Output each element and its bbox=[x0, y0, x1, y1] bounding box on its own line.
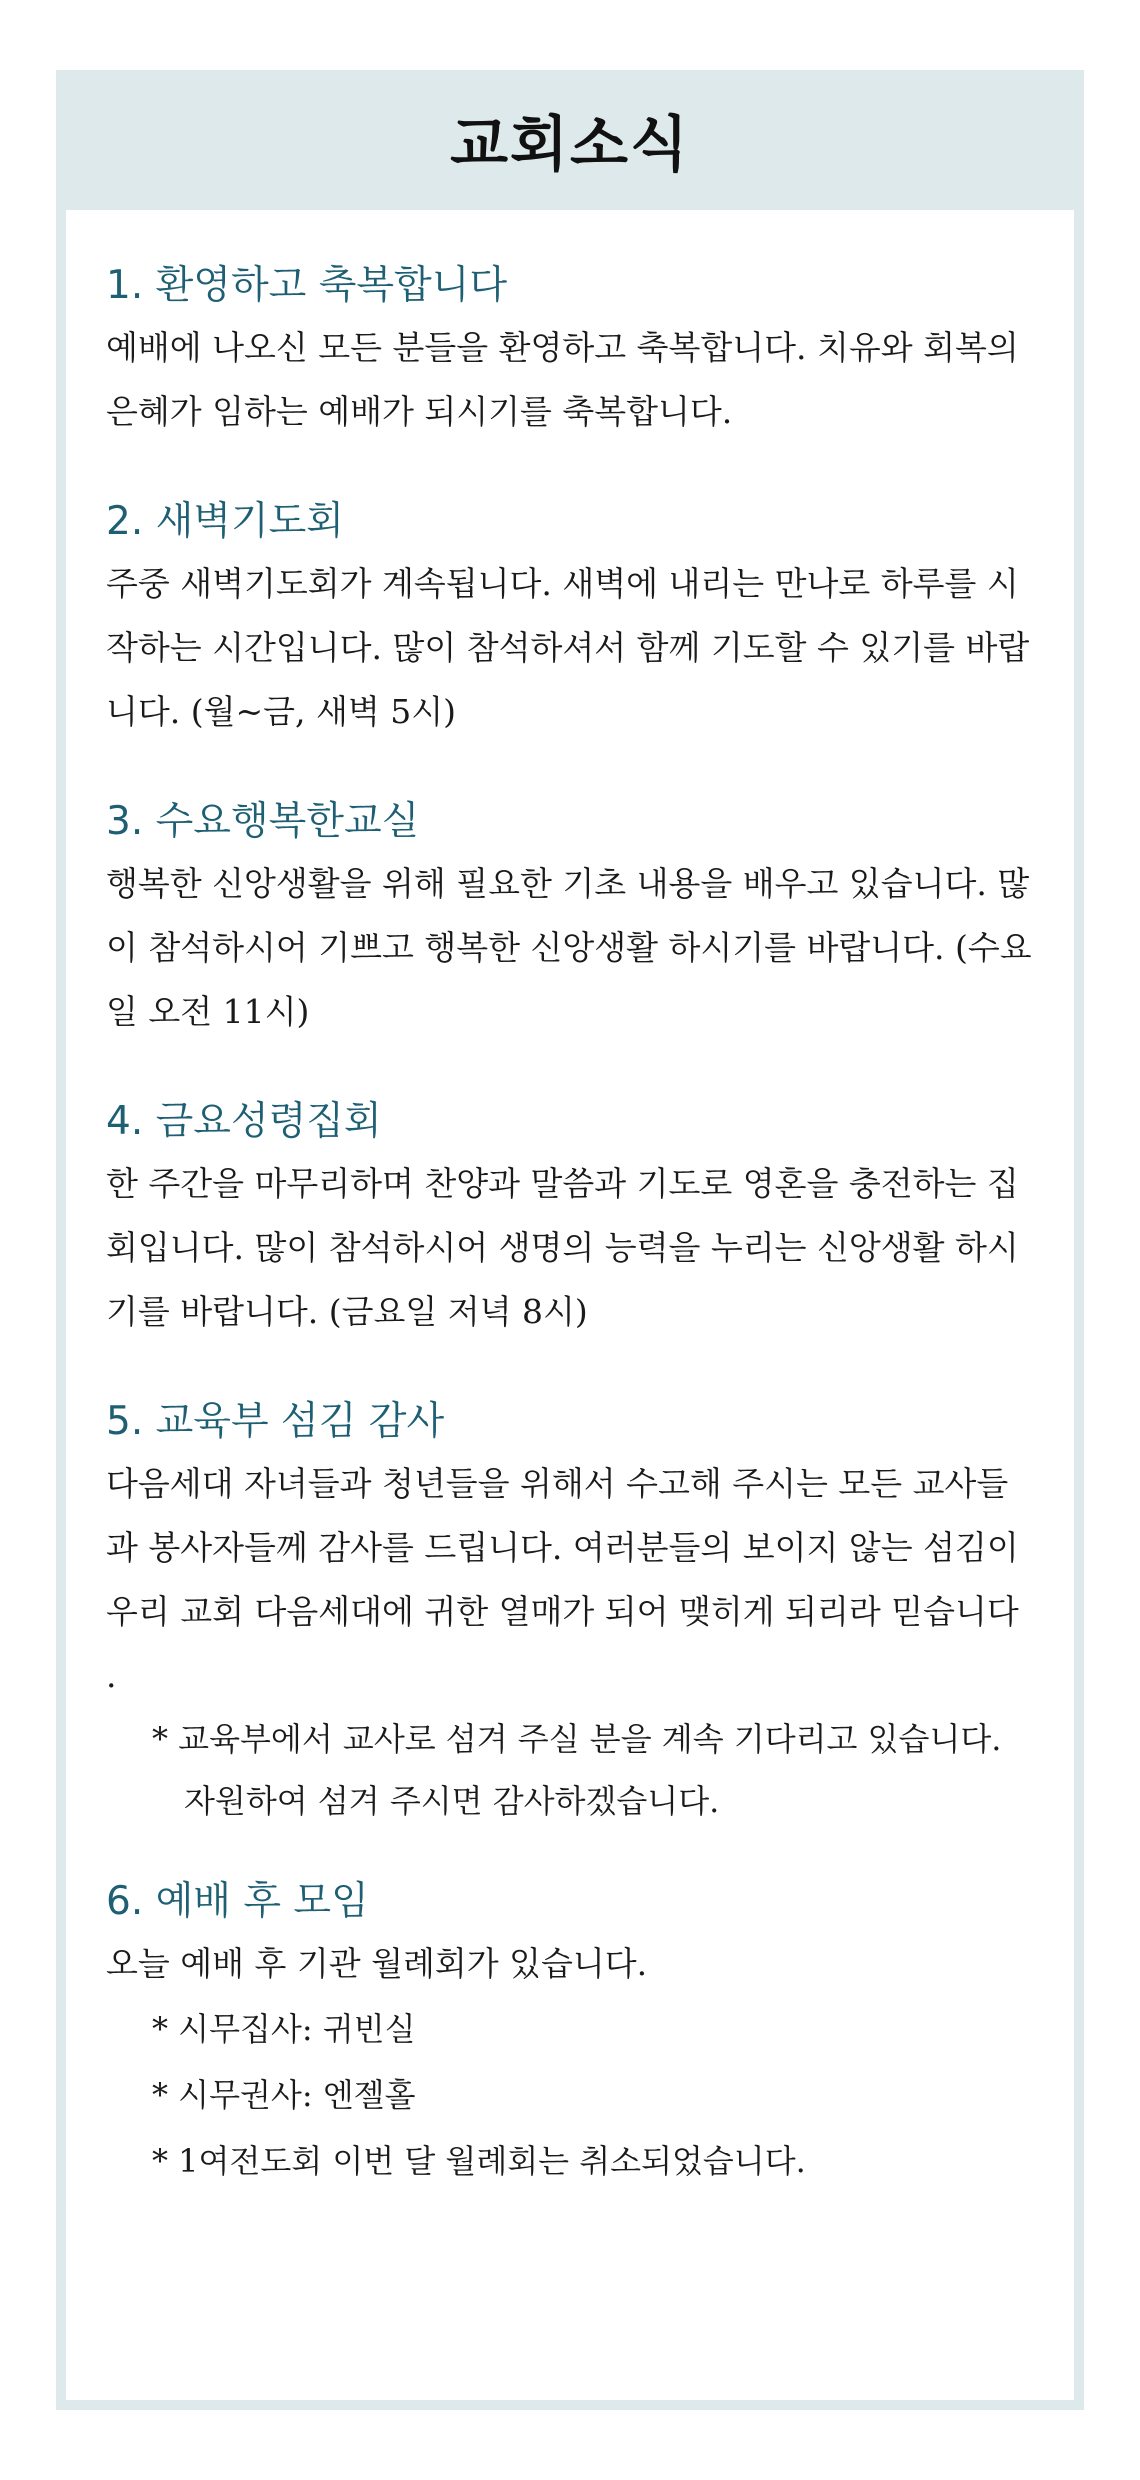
section-body: 예배에 나오신 모든 분들을 환영하고 축복합니다. 치유와 회복의 은혜가 임하는 예배가 되시기를 축복합니다. bbox=[106, 328, 1019, 431]
section-title: 5. 교육부 섬김 감사 bbox=[106, 1399, 445, 1444]
section-dawn-prayer bbox=[106, 492, 1034, 744]
news-content bbox=[66, 210, 1074, 2400]
section-body: 다음세대 자녀들과 청년들을 위해서 수고해 주시는 모든 교사들과 봉사자들께 감사를 드립니다. 여러분들의 보이지 않는 섬김이 우리 교회 다음세대에 귀한 열매가 되어 맺히게 되리라 믿습니다 . bbox=[106, 1464, 1019, 1695]
meeting-item: * 시무권사: 엔젤홀 bbox=[152, 2076, 416, 2114]
section-title: 4. 금요성령집회 bbox=[106, 1099, 382, 1144]
section-wednesday-class bbox=[106, 792, 1034, 1044]
section-body: 주중 새벽기도회가 계속됩니다. 새벽에 내리는 만나로 하루를 시작하는 시간입니다. 많이 참석하셔서 함께 기도할 수 있기를 바랍니다. (월~금, 새벽 5시) bbox=[106, 564, 1030, 731]
section-after-service-meetings bbox=[106, 1872, 1034, 2194]
section-welcome bbox=[106, 256, 1034, 444]
meeting-item: * 시무집사: 귀빈실 bbox=[152, 2010, 416, 2048]
section-body: 한 주간을 마무리하며 찬양과 말씀과 기도로 영혼을 충전하는 집회입니다. 많이 참석하시어 생명의 능력을 누리는 신앙생활 하시기를 바랍니다. (금요일 저녁 8시) bbox=[106, 1164, 1019, 1331]
title-bar bbox=[56, 70, 1084, 210]
section-body: 오늘 예배 후 기관 월례회가 있습니다. bbox=[106, 1944, 648, 1983]
section-friday-service bbox=[106, 1092, 1034, 1344]
section-title: 3. 수요행복한교실 bbox=[106, 799, 420, 844]
section-title: 6. 예배 후 모임 bbox=[106, 1879, 369, 1924]
section-body: 행복한 신앙생활을 위해 필요한 기초 내용을 배우고 있습니다. 많이 참석하시어 기쁘고 행복한 신앙생활 하시기를 바랍니다. (수요일 오전 11시) bbox=[106, 864, 1032, 1031]
section-note: * 교육부에서 교사로 섬겨 주실 분을 계속 기다리고 있습니다. 자원하여 섬겨 주시면 감사하겠습니다. bbox=[152, 1720, 1002, 1820]
section-title: 1. 환영하고 축복합니다 bbox=[106, 263, 508, 308]
section-title: 2. 새벽기도회 bbox=[106, 499, 344, 544]
page-title: 교회소식 bbox=[450, 110, 690, 180]
meeting-item: * 1여전도회 이번 달 월례회는 취소되었습니다. bbox=[152, 2142, 806, 2180]
news-frame bbox=[56, 70, 1084, 2410]
section-education-thanks bbox=[106, 1392, 1034, 1832]
